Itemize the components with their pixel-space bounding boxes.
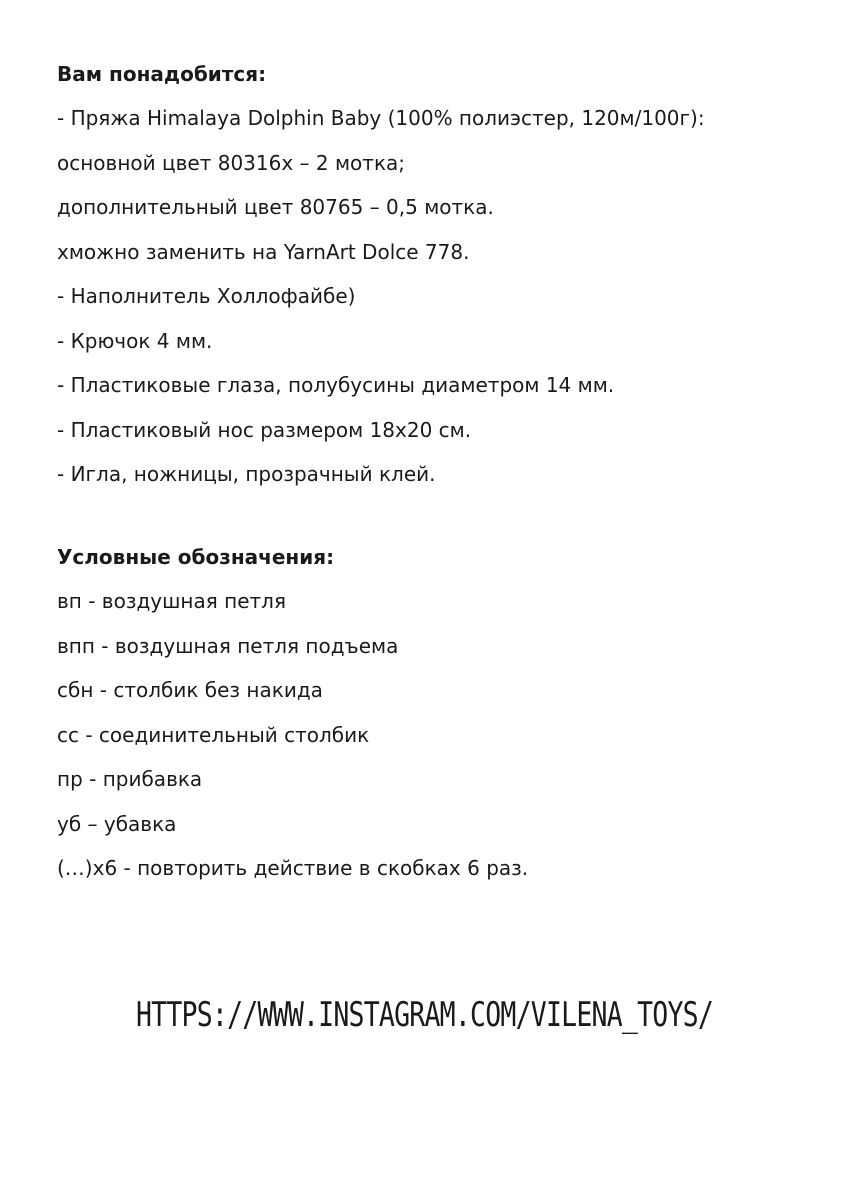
materials-section — [57, 52, 817, 497]
materials-line: - Крючок 4 мм. — [57, 328, 213, 353]
materials-line: хможно заменить на YarnArt Dolce 778. — [57, 239, 470, 264]
instagram-link[interactable]: HTTPS://WWW.INSTAGRAM.COM/VILENA_TOYS/ — [135, 995, 714, 1035]
materials-line: - Пряжа Himalaya Dolphin Baby (100% полиэстер, 120м/100г): — [57, 106, 705, 130]
legend-line: уб – убавка — [57, 811, 177, 836]
legend-section — [57, 535, 817, 891]
legend-line: сбн - столбик без накида — [57, 678, 323, 702]
materials-line: - Наполнитель Холлофайбе) — [57, 284, 356, 308]
materials-line: основной цвет 80316х – 2 мотка; — [57, 150, 406, 175]
materials-line: дополнительный цвет 80765 – 0,5 мотка. — [57, 195, 494, 219]
legend-line: вп - воздушная петля — [57, 589, 286, 613]
legend-line: впп - воздушная петля подъема — [57, 633, 399, 658]
materials-line: - Пластиковый нос размером 18х20 см. — [57, 417, 472, 442]
legend-line: сс - соединительный столбик — [57, 722, 370, 747]
materials-line: - Пластиковые глаза, полубусины диаметром 14 мм. — [57, 373, 615, 397]
materials-heading: Вам понадобится: — [57, 62, 267, 86]
legend-line: (…)х6 - повторить действие в скобках 6 раз. — [57, 856, 529, 880]
materials-line: - Игла, ножницы, прозрачный клей. — [57, 462, 436, 486]
legend-heading: Условные обозначения: — [57, 545, 335, 569]
legend-line: пр - прибавка — [57, 767, 203, 791]
